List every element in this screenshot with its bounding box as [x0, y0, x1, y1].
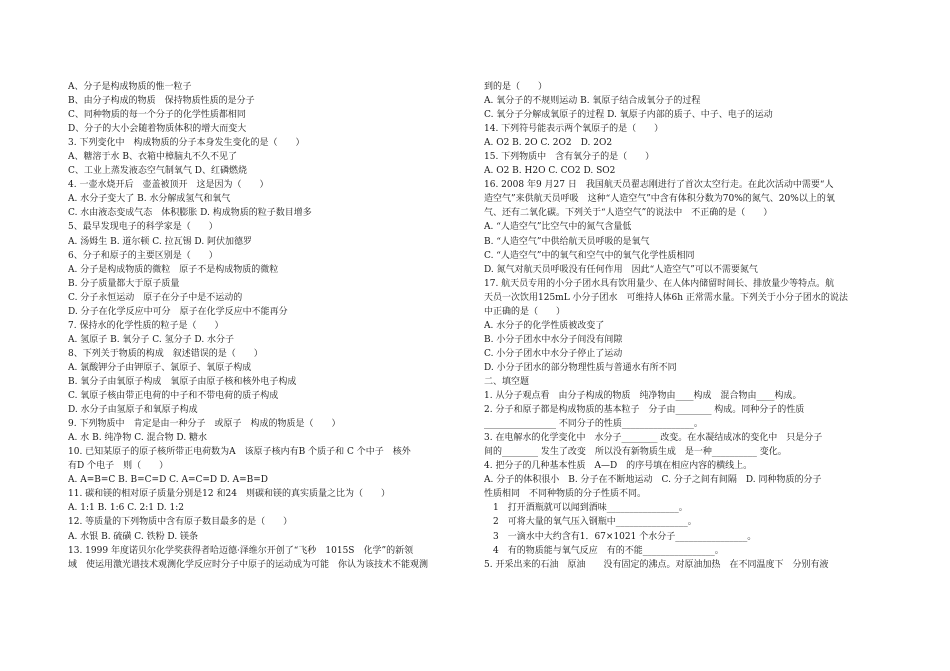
text-line: A. “人造空气”比空气中的氮气含量低	[484, 222, 632, 233]
text-line: A. 汤姆生 B. 道尔顿 C. 拉瓦锡 D. 阿伏加德罗	[68, 236, 253, 247]
text-line: A. 分子是构成物质的微粒 原子不是构成物质的微粒	[68, 264, 279, 275]
text-line: 5. 开采出来的石油 原油 没有固定的沸点。对原油加热 在不同温度下 分别有液	[484, 559, 829, 570]
text-line: A、糖溶于水 B、衣箱中樟脑丸不久不见了	[68, 152, 237, 163]
text-line: 4. 把分子的几种基本性质 A—D 的序号填在相应内容的横线上。	[484, 461, 753, 472]
text-line: 14. 下列符号能表示两个氧原子的是（ ）	[484, 124, 664, 135]
text-line: C. 分子永恒运动 原子在分子中是不运动的	[68, 292, 243, 303]
text-line: A、分子是构成物质的惟一粒子	[68, 82, 192, 92]
text-line: C、工业上蒸发液态空气制氧气 D、红磷燃烧	[68, 166, 247, 177]
text-line: B. 小分子团水中水分子间没有间隙	[484, 334, 623, 345]
text-line: 5、最早发现电子的科学家是（ ）	[68, 222, 218, 233]
text-line: A. 氢原子 B. 氧分子 C. 氢分子 D. 水分子	[68, 334, 235, 345]
text-line: B、由分子构成的物质 保持物质性质的是分子	[68, 96, 255, 107]
text-line: A. 水分子变大了 B. 水分解成氢气和氧气	[68, 194, 231, 205]
text-line: B. “人造空气”中供给航天员呼吸的是氧气	[484, 236, 650, 247]
text-line: C、同种物质的每一个分子的化学性质都相同	[68, 110, 246, 121]
text-line: D. 分子在化学反应中可分 原子在化学反应中不能再分	[68, 306, 288, 317]
text-line: 3. 下列变化中 构成物质的分子本身发生变化的是（ ）	[68, 138, 305, 149]
text-line: A. 1:1 B. 1:6 C. 2:1 D. 1:2	[68, 503, 184, 514]
text-line: 3. 在电解水的化学变化中 水分子________ 改变。在水凝结成冰的变化中 只是分子	[484, 433, 823, 444]
text-line: 1 打开酒瓶就可以闻到酒味________________。	[484, 503, 688, 514]
text-line: 4. 一壶水烧开后 壶盖被顶开 这是因为（ ）	[68, 180, 269, 191]
left-column	[68, 80, 468, 572]
text-line: C. 水由液态变成气态 体积膨胀 D. 构成物质的粒子数目增多	[68, 208, 312, 219]
text-line: A. O2 B. 2O C. 2O2 D. 2O2	[484, 138, 613, 149]
text-line: 气、还有二氧化碳。下列关于“人造空气”的说法中 不正确的是（ ）	[484, 208, 773, 219]
text-line: 二、填空题	[484, 376, 530, 387]
text-line: 域 使运用激光谱技术观测化学反应时分子中原子的运动成为可能 你认为该技术不能观测	[68, 559, 429, 570]
text-line: 11. 碳和镁的相对原子质量分别是12 和24 则碳和镁的真实质量之比为（ ）	[68, 489, 390, 500]
text-line: B. 氧分子由氧原子构成 氧原子由原子核和核外电子构成	[68, 376, 297, 387]
text-line: D. 水分子由氢原子和氧原子构成	[68, 405, 198, 416]
text-line: 16. 2008 年9 月27 日 我国航天员翟志刚进行了首次太空行走。在此次活动中需要“人	[484, 180, 834, 191]
text-line: 1. 从分子观点看 由分子构成的物质 纯净物由____构成 混合物由____构成。	[484, 391, 802, 402]
text-line: C. 氧原子核由带正电荷的中子和不带电荷的质子构成	[68, 391, 279, 402]
text-line: ________________ 不同分子的性质________________。	[484, 419, 703, 430]
text-line: B. 分子质量都大于原子质量	[68, 278, 180, 289]
text-line: A. 水银 B. 硫磺 C. 铁粉 D. 镁条	[68, 531, 199, 542]
text-line: D、分子的大小会随着物质体积的增大而变大	[68, 124, 247, 135]
text-line: A. 氯酸钾分子由钾原子、氯原子、氧原子构成	[68, 362, 252, 373]
text-line: 性质相同 不同种物质的分子性质不同。	[484, 489, 647, 500]
text-line: 15. 下列物质中 含有氧分子的是（ ）	[484, 152, 655, 163]
text-line: 2. 分子和原子都是构成物质的基本粒子 分子由________ 构成。同种分子的性质	[484, 405, 805, 416]
text-line: 7. 保持水的化学性质的粒子是（ ）	[68, 320, 224, 331]
text-line: 有D 个电子 则（ ）	[68, 461, 169, 472]
text-line: C. “人造空气”中的氧气和空气中的氧气化学性质相同	[484, 250, 695, 261]
text-line: 到的是（ ）	[484, 82, 548, 92]
text-line: 天员一次饮用125mL 小分子团水 可维持人体6h 正常需水量。下列关于小分子团水的说法	[484, 292, 848, 303]
text-line: 4 有的物质能与氧气反应 有的不能________________。	[484, 545, 724, 556]
text-line: 6、分子和原子的主要区别是（ ）	[68, 250, 218, 261]
text-line: A. 水 B. 纯净物 C. 混合物 D. 糖水	[68, 433, 208, 444]
text-line: 8、下列关于物质的构成 叙述错误的是（ ）	[68, 348, 263, 359]
text-line: D. 小分子团水的部分物理性质与普通水有所不同	[484, 362, 677, 373]
text-line: 造空气”来供航天员呼吸 这种“人造空气”中含有体积分数为70%的氮气、20%以上的氧	[484, 194, 835, 205]
text-line: 12. 等质量的下列物质中含有原子数目最多的是（ ）	[68, 517, 293, 528]
text-line: 2 可将大量的氧气压入钢瓶中________________。	[484, 517, 697, 528]
text-line: A. O2 B. H2O C. CO2 D. SO2	[484, 166, 616, 177]
text-line: 13. 1999 年度诺贝尔化学奖获得者哈迈德·泽维尔开创了“飞秒 1015S 化学”的新领	[68, 545, 414, 556]
text-line: A. 分子的体积很小 B. 分子在不断地运动 C. 分子之间有间隔 D. 同种物质的分子	[484, 475, 822, 486]
text-line: D. 氮气对航天员呼吸没有任何作用 因此“人造空气”可以不需要氮气	[484, 264, 758, 275]
text-line: 间的________ 发生了改变 所以没有新物质生成 是一种__________ 变化。	[484, 447, 787, 458]
text-line: 中正确的是（ ）	[484, 306, 566, 317]
text-line: C. 小分子团水中水分子停止了运动	[484, 348, 623, 359]
text-line: A. 氧分子的不规则运动 B. 氧原子结合成氧分子的过程	[484, 96, 701, 107]
text-line: C. 氧分子分解成氧原子的过程 D. 氧原子内部的质子、中子、电子的运动	[484, 110, 773, 121]
right-column	[484, 80, 894, 572]
text-line: 17. 航天员专用的小分子团水具有饮用量少、在人体内储留时间长、排放量少等特点。航	[484, 278, 835, 289]
text-line: 10. 已知某原子的原子核所带正电荷数为A 该原子核内有B 个质子和 C 个中子 核外	[68, 447, 411, 458]
text-line: A. A=B=C B. B=C=D C. A=C=D D. A=B=D	[68, 475, 269, 486]
text-line: A. 水分子的化学性质被改变了	[484, 320, 605, 331]
text-line: 9. 下列物质中 肯定是由一种分子 或原子 构成的物质是（ ）	[68, 419, 341, 430]
text-line: 3 一滴水中大约含有1．67×1021 个水分子________________。	[484, 531, 757, 542]
